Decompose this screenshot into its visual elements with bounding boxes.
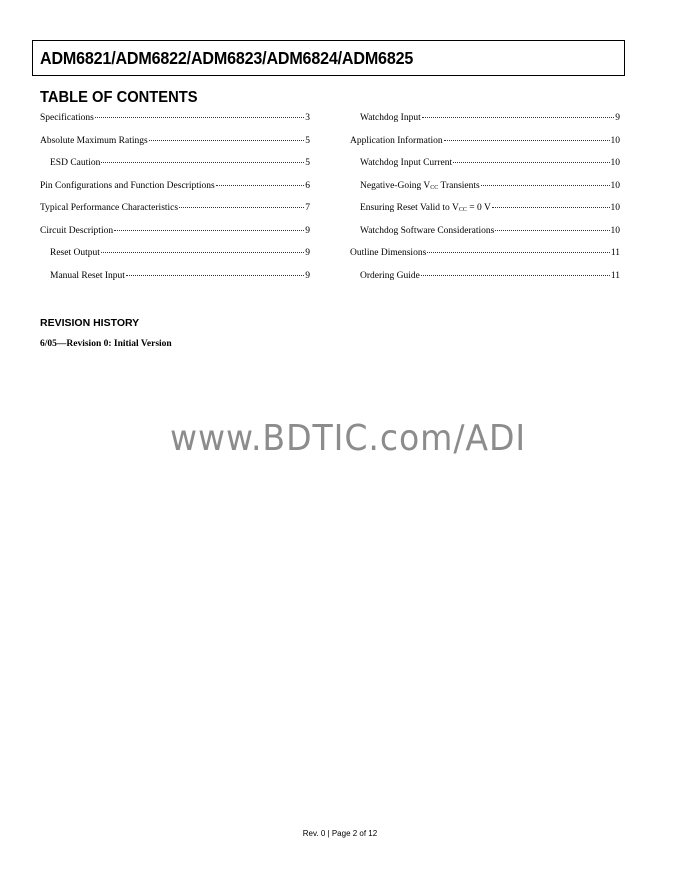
toc-entry-page: 11 [610,270,620,281]
toc-leader-dots [179,207,304,208]
toc-right-column [350,113,620,293]
toc-entry-page: 5 [305,135,310,146]
toc-entry-application-information[interactable] [350,136,620,159]
toc-entry-ensuring-reset-valid[interactable] [350,203,620,226]
toc-entry-page: 9 [305,270,310,281]
toc-leader-dots [422,117,615,118]
toc-entry-pin-configurations[interactable] [40,181,310,204]
toc-entry-specifications[interactable] [40,113,310,136]
toc-leader-dots [216,185,305,186]
toc-entry-negative-going-transients[interactable] [350,181,620,204]
toc-leader-dots [101,252,304,253]
toc-entry-label [360,203,491,213]
toc-leader-dots [495,230,609,231]
toc-entry-page: 5 [305,158,310,168]
toc-entry-label: Ordering Guide [360,270,420,281]
toc-leader-dots [114,230,304,231]
toc-leader-dots [453,162,609,163]
toc-label-text: Ensuring Reset Valid to V [360,203,459,213]
toc-entry-page: 9 [305,225,310,236]
toc-leader-dots [95,117,304,118]
toc-entry-page: 10 [610,225,620,236]
toc-entry-page: 10 [610,158,620,168]
toc-leader-dots [126,275,304,276]
toc-entry-label: Watchdog Software Considerations [360,225,495,236]
toc-leader-dots [481,185,610,186]
toc-entry-page: 10 [610,203,620,213]
toc-entry-label: Pin Configurations and Function Descriptions [40,180,215,191]
toc-leader-dots [444,140,610,141]
toc-entry-label: Manual Reset Input [50,270,125,281]
toc-label-subscript: CC [458,207,467,213]
toc-entry-page: 10 [610,180,620,191]
toc-entry-label: Watchdog Input Current [360,158,453,168]
toc-entry-label: Application Information [350,135,443,146]
toc-entry-label: Absolute Maximum Ratings [40,135,148,146]
watermark: www.BDTIC.com/ADI [170,418,527,459]
revision-history-entry: 6/05—Revision 0: Initial Version [40,339,172,349]
toc-entry-label: Specifications [40,113,94,123]
toc-entry-label: Typical Performance Characteristics [40,203,179,213]
toc-entry-label: Outline Dimensions [350,248,427,258]
toc-entry-page: 11 [610,248,620,258]
document-header [32,40,625,76]
toc-entry-esd-caution[interactable] [40,158,310,181]
document-title: ADM6821/ADM6822/ADM6823/ADM6824/ADM6825 [40,48,414,68]
toc-entry-absolute-maximum-ratings[interactable] [40,136,310,159]
toc-entry-label: Reset Output [50,248,100,258]
toc-leader-dots [101,162,304,163]
toc-entry-typical-performance[interactable] [40,203,310,226]
page-footer: Rev. 0 | Page 2 of 12 [302,829,378,838]
toc-left-column [40,113,310,293]
toc-entry-page: 6 [305,180,310,191]
toc-entry-page: 7 [305,203,310,213]
toc-entry-outline-dimensions[interactable] [350,248,620,271]
toc-entry-label: Watchdog Input [360,113,421,123]
toc-entry-watchdog-input[interactable] [350,113,620,136]
toc-label-text: Negative-Going V [360,180,431,191]
toc-label-text: Transients [438,180,480,191]
toc-entry-watchdog-software[interactable] [350,226,620,249]
toc-entry-reset-output[interactable] [40,248,310,271]
toc-label-text: = 0 V [466,203,491,213]
toc-leader-dots [421,275,610,276]
toc-entry-page: 3 [305,113,310,123]
revision-history-heading: REVISION HISTORY [40,317,140,329]
toc-entry-watchdog-input-current[interactable] [350,158,620,181]
toc-entry-page: 10 [610,135,620,146]
toc-entry-manual-reset-input[interactable] [40,271,310,294]
toc-entry-circuit-description[interactable] [40,226,310,249]
toc-entry-label: Circuit Description [40,225,114,236]
toc-heading: TABLE OF CONTENTS [40,89,198,106]
toc-entry-ordering-guide[interactable] [350,271,620,294]
toc-leader-dots [149,140,305,141]
toc-entry-page: 9 [305,248,310,258]
toc-entry-page: 9 [615,113,620,123]
toc-leader-dots [427,252,610,253]
toc-entry-label [360,181,480,191]
toc-label-subscript: CC [430,184,439,191]
toc-entry-label: ESD Caution [50,158,101,168]
toc-leader-dots [492,207,610,208]
